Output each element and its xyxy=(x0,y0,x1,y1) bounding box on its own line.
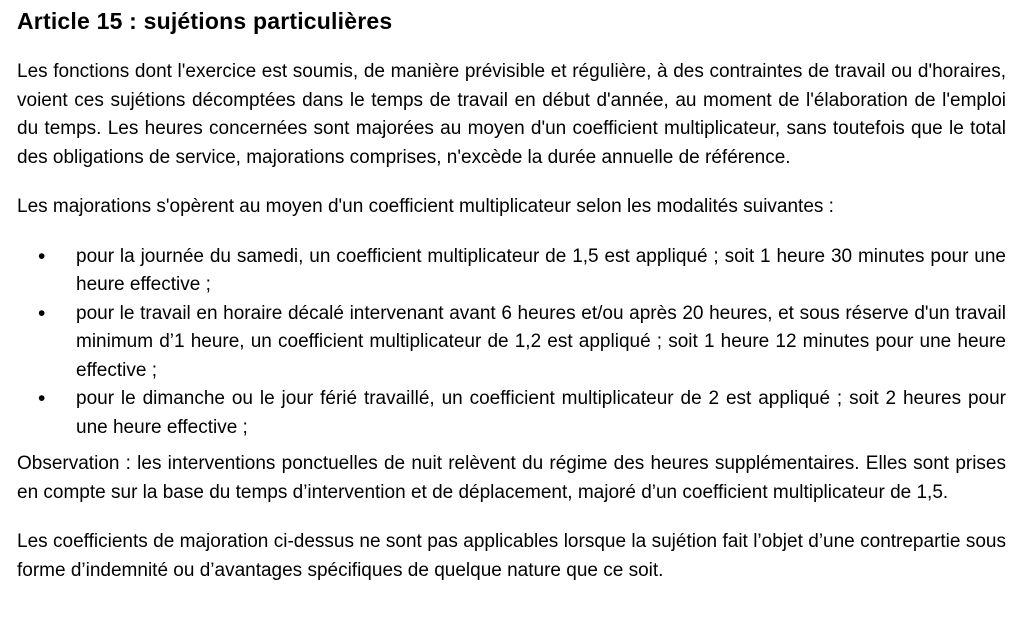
list-item xyxy=(17,385,1006,442)
list-item-text-samedi: pour la journée du samedi, un coefficient multiplicateur de 1,5 est appliqué ; soit 1 heure 30 minutes pour une heure effective ; xyxy=(76,245,1006,295)
list-item xyxy=(17,300,1006,386)
paragraph-intro: Les fonctions dont l'exercice est soumis, de manière prévisible et régulière, à des contraintes de travail ou d'horaires, voient ces sujétions décomptées dans le temps de travail en début d'année, au moment de l'élaboration de l'emploi du temps. Les heures concernées sont majorées au moyen d'un coefficient multiplicateur, sans toutefois que le total des obligations de service, majorations comprises, n'excède la durée annuelle de référence. xyxy=(17,61,1006,168)
bullet-icon: • xyxy=(38,244,46,268)
bullet-icon: • xyxy=(38,301,46,325)
paragraph-contrepartie: Les coefficients de majoration ci-dessus ne sont pas applicables lorsque la sujétion fait l’objet d’une contrepartie sous forme d’indemnité ou d’avantages spécifiques de quelque nature que ce soit. xyxy=(17,531,1006,581)
bullet-icon: • xyxy=(38,387,46,410)
article-heading: Article 15 : sujétions particulières xyxy=(17,8,393,34)
paragraph-observation: Observation : les interventions ponctuelles de nuit relèvent du régime des heures supplémentaires. Elles sont prises en compte sur la base du temps d’intervention et de déplacement, majoré d’un coefficient multiplicateur de 1,5. xyxy=(17,453,1006,503)
list-item-text-dimanche: pour le dimanche ou le jour férié travaillé, un coefficient multiplicateur de 2 est appliqué ; soit 2 heures pour une heure effective ; xyxy=(76,388,1006,438)
list-item-text-horaire-decale: pour le travail en horaire décalé intervenant avant 6 heures et/ou après 20 heures, et sous réserve d'un travail minimum d’1 heure, un coefficient multiplicateur de 1,2 est appliqué ; soit 1 heure 12 minutes pour une heure effective ; xyxy=(76,302,1006,381)
bullet-list xyxy=(17,243,1006,443)
paragraph-majorations: Les majorations s'opèrent au moyen d'un coefficient multiplicateur selon les modalités suivantes : xyxy=(17,196,834,217)
list-item xyxy=(17,243,1006,300)
